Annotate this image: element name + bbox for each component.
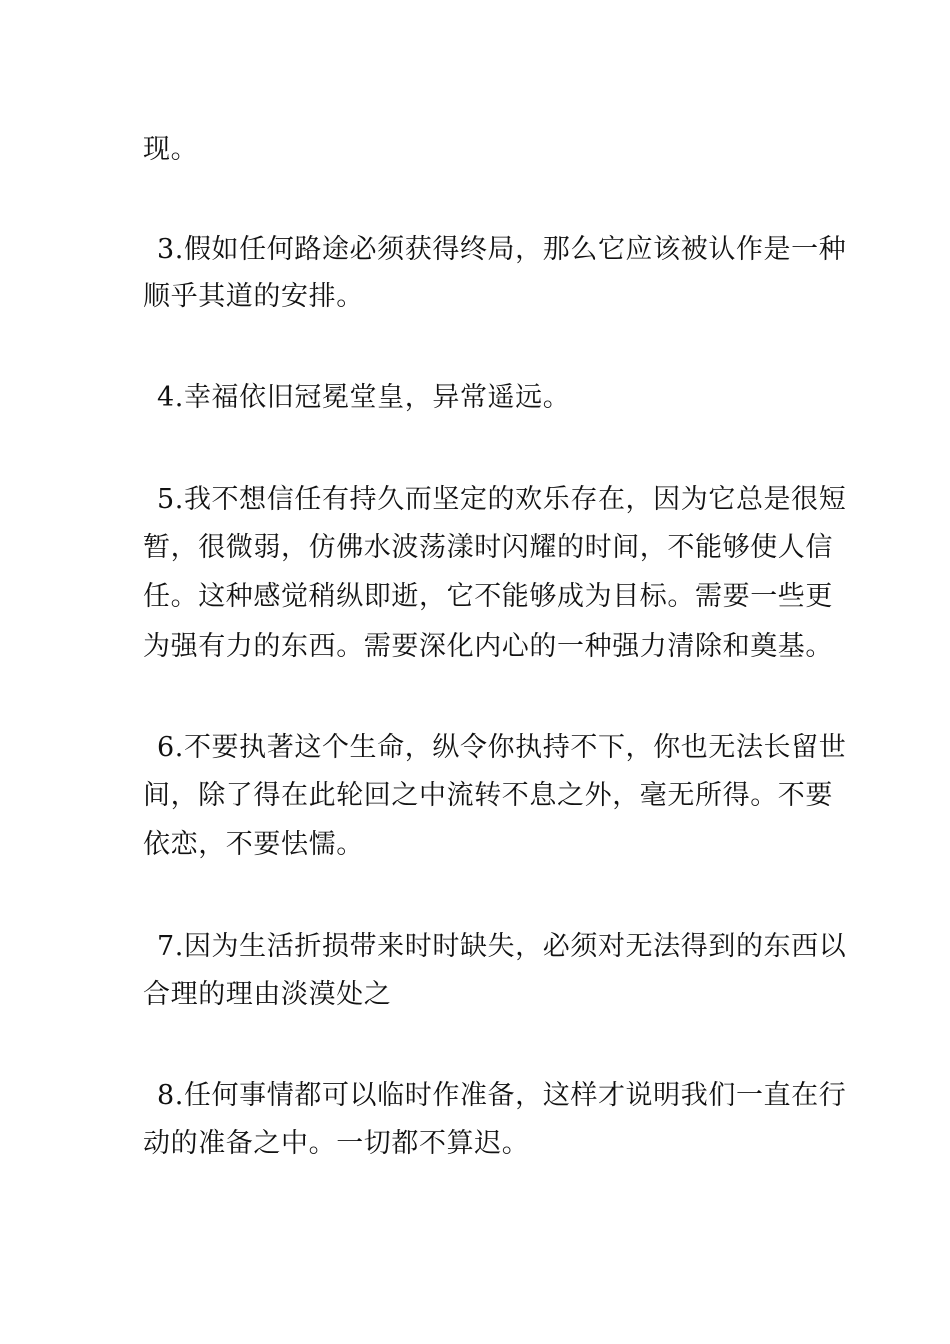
item-3-line-2: 顺乎其道的安排。 <box>143 281 364 312</box>
item-7-line-2: 合理的理由淡漠处之 <box>143 979 392 1010</box>
item-8-line-1: 8.任何事情都可以临时作准备，这样才说明我们一直在行 <box>157 1080 847 1111</box>
item-6-line-1: 6.不要执著这个生命，纵令你执持不下，你也无法长留世 <box>157 732 847 763</box>
item-3-line-1: 3.假如任何路途必须获得终局，那么它应该被认作是一种 <box>157 234 847 265</box>
item-6-line-3: 依恋，不要怯懦。 <box>143 829 364 860</box>
item-7-line-1: 7.因为生活折损带来时时缺失，必须对无法得到的东西以 <box>157 931 847 962</box>
item-5-line-4: 为强有力的东西。需要深化内心的一种强力清除和奠基。 <box>143 631 833 662</box>
item-6-line-2: 间，除了得在此轮回之中流转不息之外，毫无所得。不要 <box>143 780 833 811</box>
text-line-continuation: 现。 <box>143 134 199 165</box>
item-8-line-2: 动的准备之中。一切都不算迟。 <box>143 1128 530 1159</box>
item-5-line-3: 任。这种感觉稍纵即逝，它不能够成为目标。需要一些更 <box>143 581 833 612</box>
item-5-line-2: 暂，很微弱，仿佛水波荡漾时闪耀的时间，不能够使人信 <box>143 532 833 563</box>
item-4-line-1: 4.幸福依旧冠冕堂皇，异常遥远。 <box>157 382 571 413</box>
item-5-line-1: 5.我不想信任有持久而坚定的欢乐存在，因为它总是很短 <box>157 484 847 515</box>
